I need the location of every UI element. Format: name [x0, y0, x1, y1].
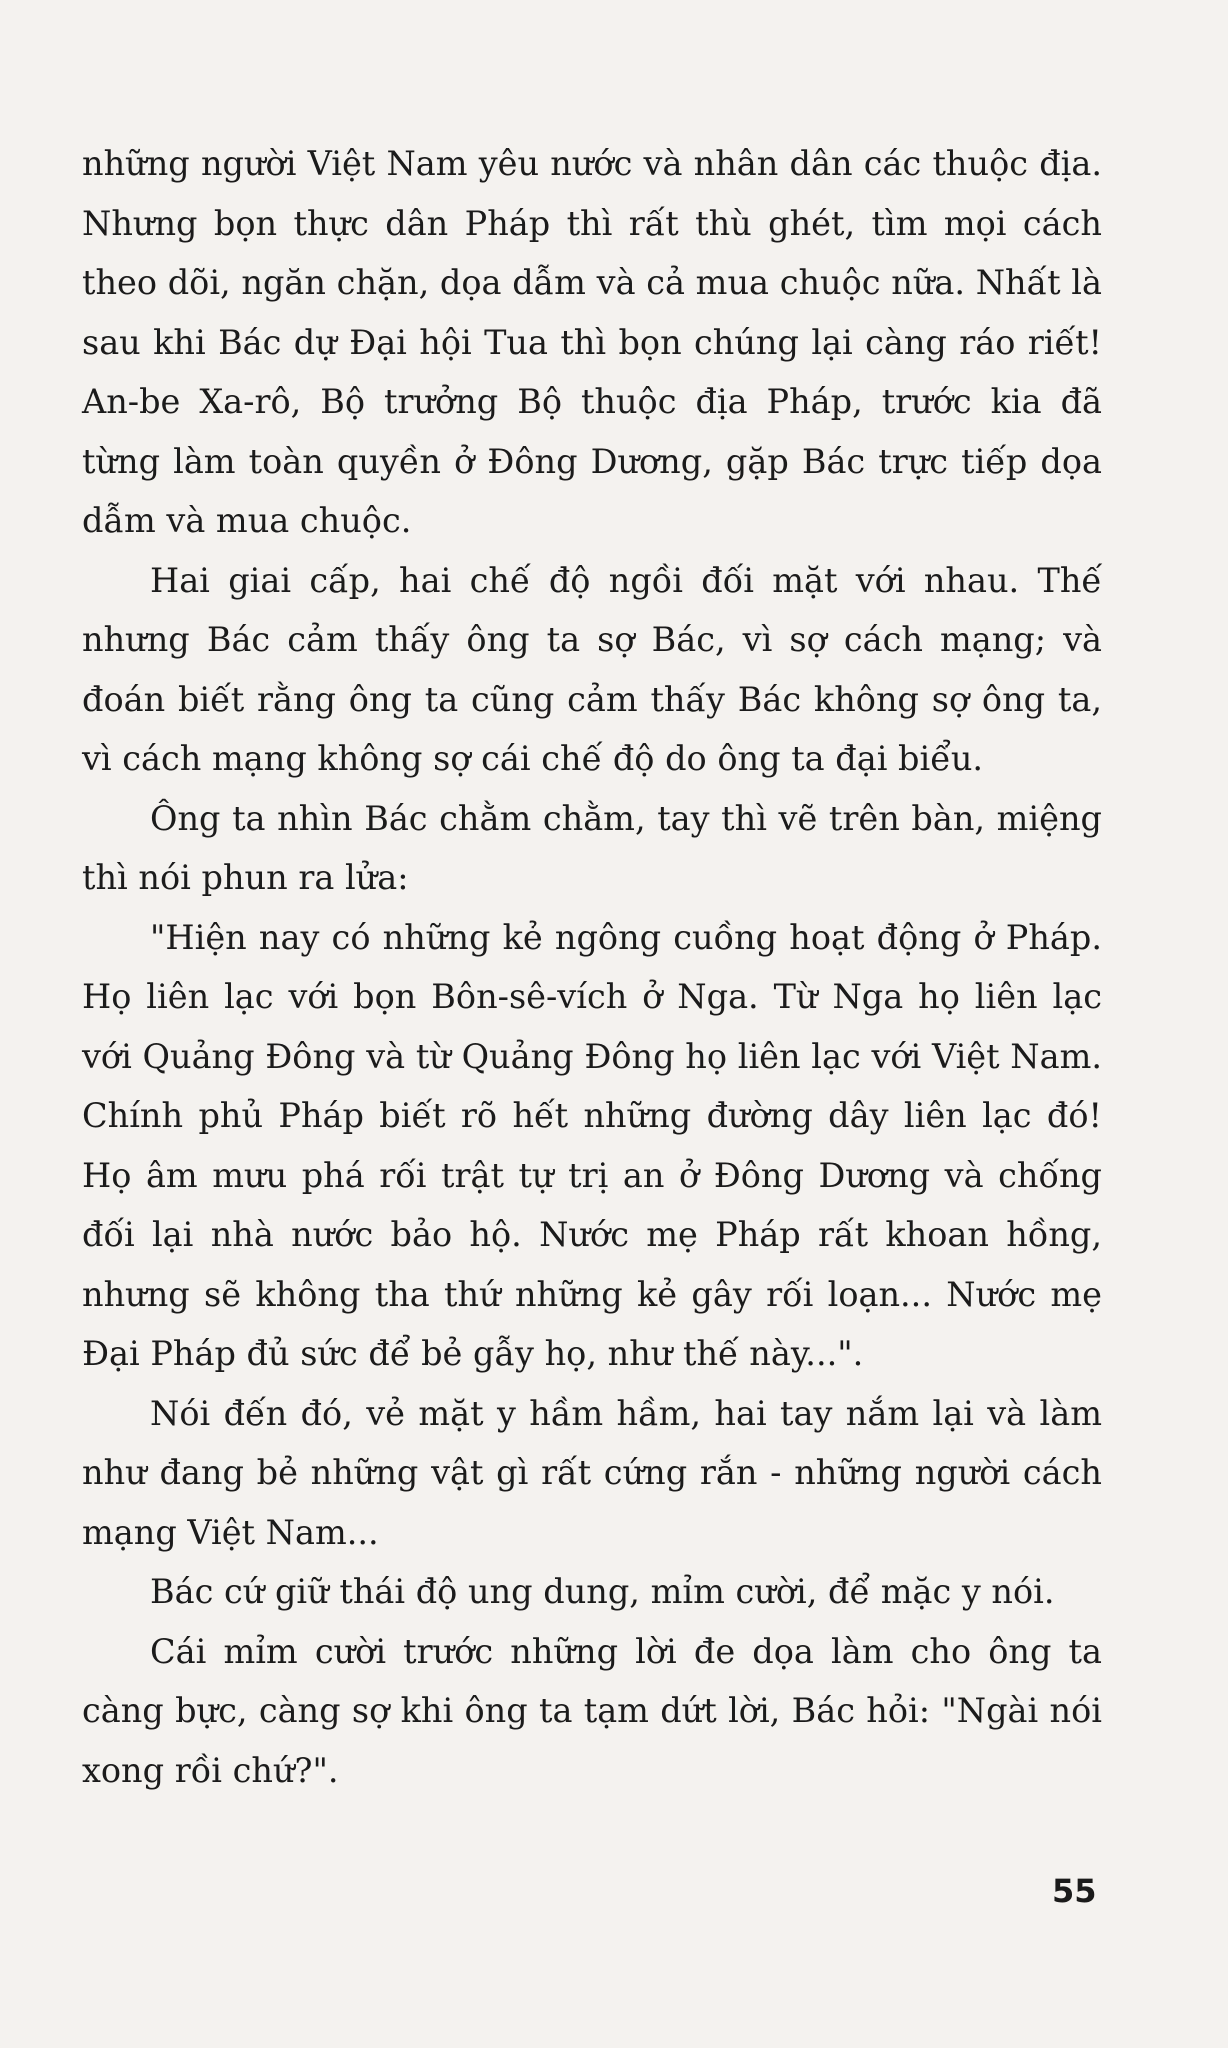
paragraph-4: "Hiện nay có những kẻ ngông cuồng hoạt động ở Pháp. Họ liên lạc với bọn Bôn-sê-vích ở Nga. Từ Nga họ liên lạc với Quảng Đông và từ Quảng Đông họ liên lạc với Việt Nam. Chính phủ Pháp biết rõ hết những đường dây liên lạc đó! Họ âm mưu phá rối trật tự trị an ở Đông Dương và chống đối lại nhà nước bảo hộ. Nước mẹ Pháp rất khoan hồng, nhưng sẽ không tha thứ những kẻ gây rối loạn... Nước mẹ Đại Pháp đủ sức để bẻ gẫy họ, như thế này...".	[82, 917, 1102, 1373]
paragraph-2: Hai giai cấp, hai chế độ ngồi đối mặt với nhau. Thế nhưng Bác cảm thấy ông ta sợ Bác, vì sợ cách mạng; và đoán biết rằng ông ta cũng cảm thấy Bác không sợ ông ta, vì cách mạng không sợ cái chế độ do ông ta đại biểu.	[82, 560, 1102, 778]
paragraph-1: những người Việt Nam yêu nước và nhân dân các thuộc địa. Nhưng bọn thực dân Pháp thì rất thù ghét, tìm mọi cách theo dõi, ngăn chặn, dọa dẫm và cả mua chuộc nữa. Nhất là sau khi Bác dự Đại hội Tua thì bọn chúng lại càng ráo riết! An-be Xa-rô, Bộ trưởng Bộ thuộc địa Pháp, trước kia đã từng làm toàn quyền ở Đông Dương, gặp Bác trực tiếp dọa dẫm và mua chuộc.	[82, 144, 1102, 540]
body-text	[82, 134, 1102, 1800]
paragraph-5: Nói đến đó, vẻ mặt y hầm hầm, hai tay nắm lại và làm như đang bẻ những vật gì rất cứng rắn - những người cách mạng Việt Nam...	[82, 1393, 1102, 1552]
paragraph-3: Ông ta nhìn Bác chằm chằm, tay thì vẽ trên bàn, miệng thì nói phun ra lửa:	[82, 798, 1102, 897]
paragraph-7: Cái mỉm cười trước những lời đe dọa làm cho ông ta càng bực, càng sợ khi ông ta tạm dứt lời, Bác hỏi: "Ngài nói xong rồi chứ?".	[82, 1631, 1102, 1790]
page-number: 55	[1052, 1872, 1097, 1910]
paragraph-6: Bác cứ giữ thái độ ung dung, mỉm cười, để mặc y nói.	[150, 1572, 1055, 1611]
